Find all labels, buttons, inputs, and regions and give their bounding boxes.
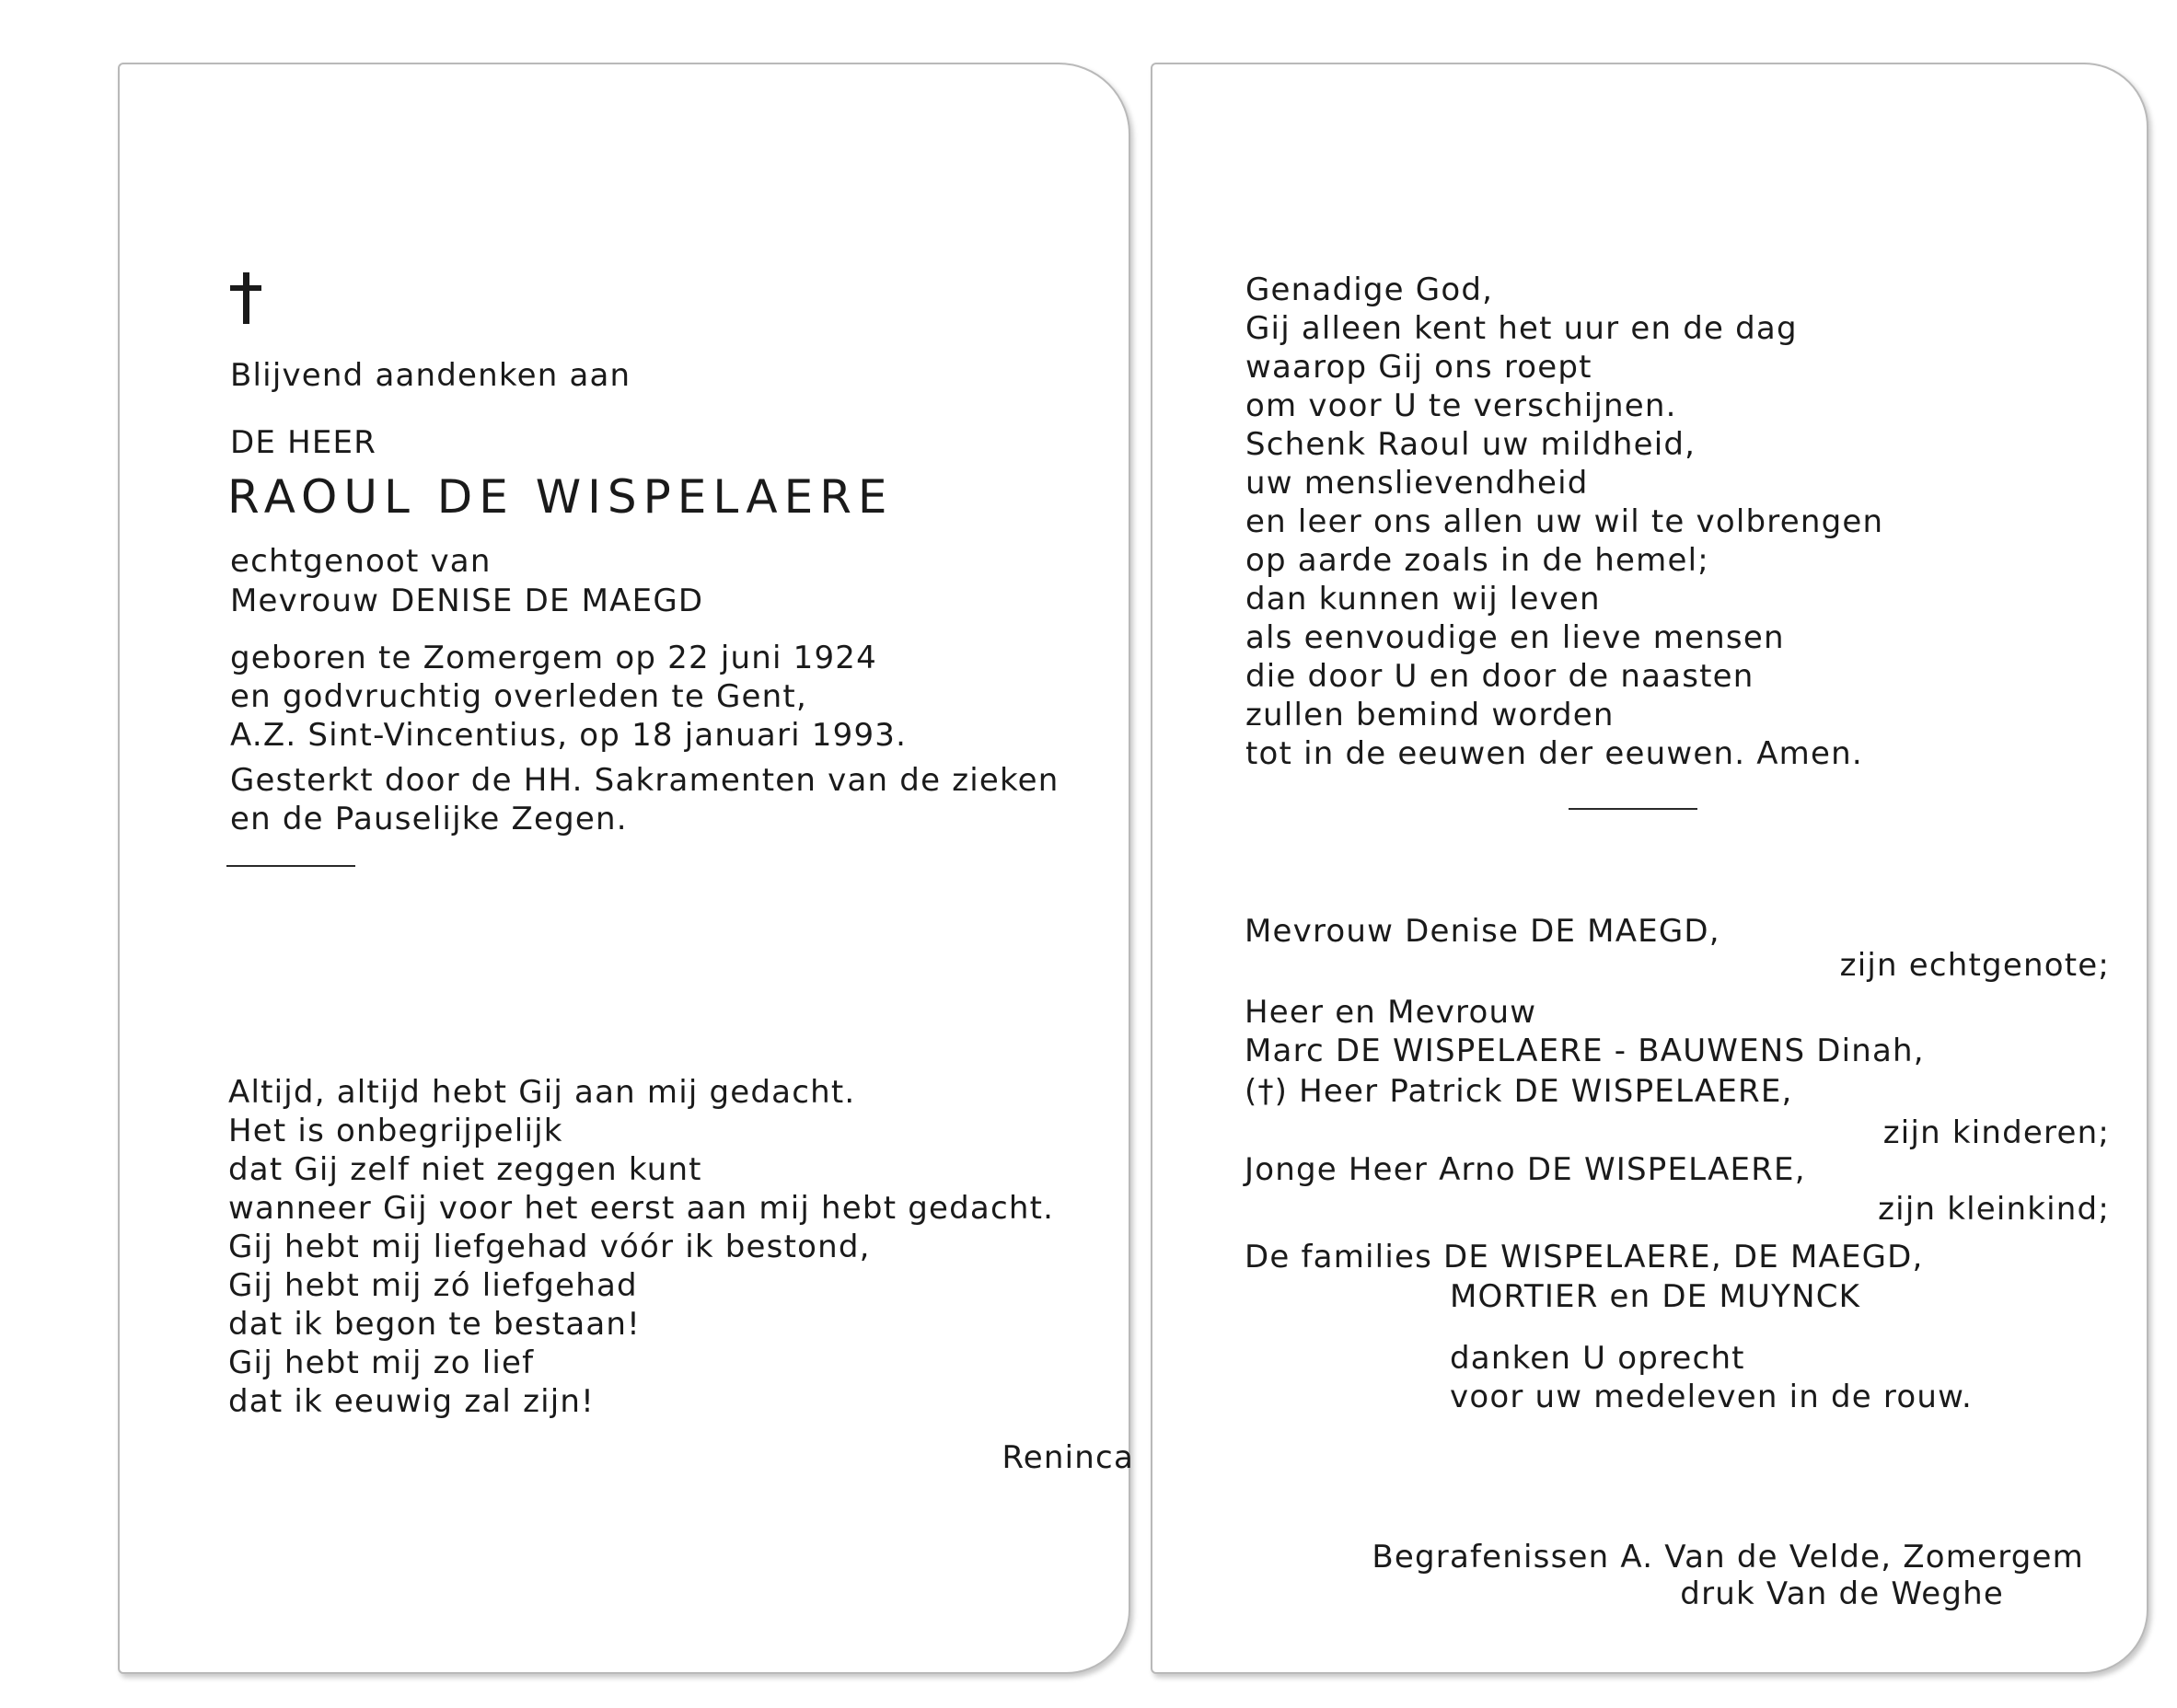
prayer-line: Genadige God, [1245,271,1494,308]
divider [1569,808,1697,810]
birth-death-block [230,639,907,755]
memorial-card-front [118,63,1134,1674]
poem-line: dat Gij zelf niet zeggen kunt [228,1151,702,1188]
deceased-title: DE HEER [230,424,377,461]
sacraments-block [230,761,1060,838]
poem-line: Altijd, altijd hebt Gij aan mij gedacht. [228,1074,856,1111]
prayer-line: die door U en door de naasten [1245,658,1754,695]
poem-author: Reninca [1002,1439,1134,1476]
prayer-line: Gij alleen kent het uur en de dag [1245,310,1798,347]
prayer-line: als eenvoudige en lieve mensen [1245,619,1785,656]
prayer-line: dan kunnen wij leven [1245,581,1601,617]
sacraments-line: Gesterkt door de HH. Sakramenten van de zieken [230,762,1060,799]
prayer-line: waarop Gij ons roept [1245,349,1592,386]
poem-line: Gij hebt mij zo lief [228,1344,535,1381]
poem-line: wanneer Gij voor het eerst aan mij hebt gedacht. [228,1190,1055,1227]
prayer-line: uw menslievendheid [1245,465,1589,502]
poem [228,1073,1054,1421]
prayer-line: en leer ons allen uw wil te volbrengen [1245,503,1884,540]
grandchild-role: zijn kleinkind; [1878,1191,2110,1228]
thanks-line: danken U oprecht [1450,1340,1745,1377]
memorial-card-back [1151,63,2148,1674]
spouse-name: Mevrouw DENISE DE MAEGD [230,583,704,619]
poem-line: Gij hebt mij liefgehad vóór ik bestond, [228,1229,871,1265]
wife-role: zijn echtgenote; [1839,947,2110,984]
prayer [1245,271,1883,773]
families-line: De families DE WISPELAERE, DE MAEGD, [1245,1239,1924,1275]
poem-line: Het is onbegrijpelijk [228,1113,563,1149]
prayer-line: om voor U te verschijnen. [1245,387,1677,424]
undertaker: Begrafenissen A. Van de Velde, Zomergem [1372,1539,2084,1575]
children-line: Heer en Mevrouw [1245,994,1537,1031]
thanks-line: voor uw medeleven in de rouw. [1450,1379,1973,1415]
poem-line: dat ik begon te bestaan! [228,1306,641,1343]
families-line: MORTIER en DE MUYNCK [1450,1278,1861,1315]
prayer-line: tot in de eeuwen der eeuwen. Amen. [1245,735,1863,772]
deceased-name: RAOUL DE WISPELAERE [227,470,894,524]
memorial-intro: Blijvend aandenken aan [230,357,631,394]
wife-name: Mevrouw Denise DE MAEGD, [1245,913,1720,950]
death-line: en godvruchtig overleden te Gent, [230,678,807,715]
prayer-line: op aarde zoals in de hemel; [1245,542,1709,579]
poem-line: dat ik eeuwig zal zijn! [228,1383,595,1420]
cross-icon [227,269,264,326]
children-line: (†) Heer Patrick DE WISPELAERE, [1245,1073,1793,1110]
divider [226,865,355,867]
grandchild-name: Jonge Heer Arno DE WISPELAERE, [1245,1151,1806,1188]
hospital-line: A.Z. Sint-Vincentius, op 18 januari 1993. [230,717,908,754]
children-role: zijn kinderen; [1882,1114,2110,1151]
printer: druk Van de Weghe [1680,1575,2004,1612]
poem-line: Gij hebt mij zó liefgehad [228,1267,638,1304]
prayer-line: zullen bemind worden [1245,697,1615,733]
birth-line: geboren te Zomergem op 22 juni 1924 [230,640,877,676]
spouse-intro: echtgenoot van [230,543,492,580]
sacraments-line: en de Pauselijke Zegen. [230,801,628,837]
children-line: Marc DE WISPELAERE - BAUWENS Dinah, [1245,1033,1925,1069]
prayer-line: Schenk Raoul uw mildheid, [1245,426,1696,463]
